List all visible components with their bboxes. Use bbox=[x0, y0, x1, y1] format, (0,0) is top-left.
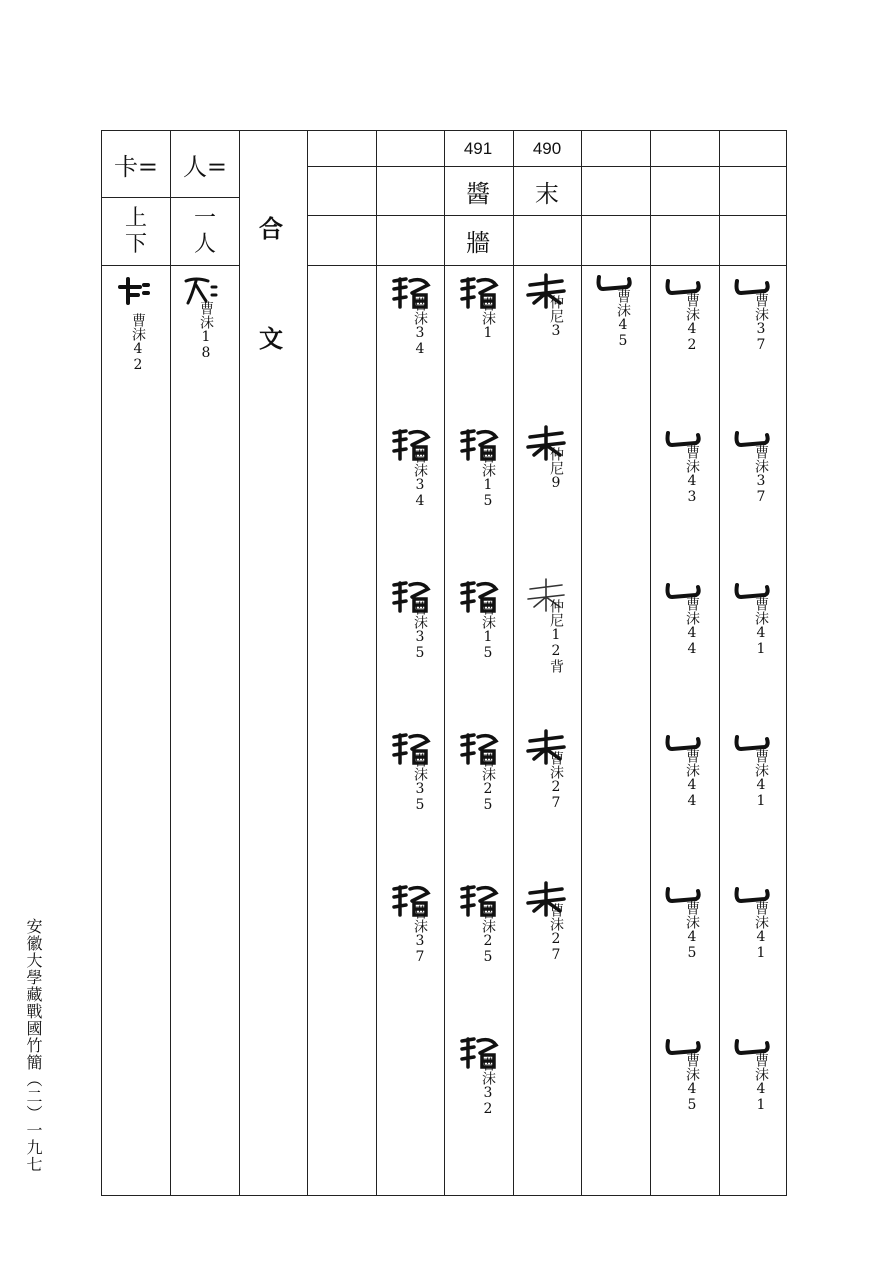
glyph-entry bbox=[731, 575, 799, 725]
source-label: 曹沫18 bbox=[198, 301, 214, 361]
source-label: 曹沫41 bbox=[753, 901, 769, 961]
hewen-entry-shangxia bbox=[114, 273, 182, 423]
source-label: 曹沫44 bbox=[684, 597, 700, 657]
glyph-entry bbox=[458, 883, 526, 1033]
glyph-entry bbox=[662, 575, 730, 725]
source-label: 曹沫44 bbox=[684, 749, 700, 809]
column-divider bbox=[307, 131, 308, 1195]
entry-reading-qiang: 牆 bbox=[466, 229, 490, 257]
source-label: 曹沫27 bbox=[548, 903, 564, 963]
source-label: 曹沫41 bbox=[753, 597, 769, 657]
source-label: 曹沫45 bbox=[615, 289, 631, 349]
glyph-entry bbox=[662, 727, 730, 877]
source-label: 仲尼12背 bbox=[548, 599, 564, 673]
glyph-entry bbox=[593, 267, 661, 417]
hewen-reading-yiren: 一人 bbox=[193, 205, 216, 257]
glyph-entry bbox=[662, 271, 730, 421]
glyph-entry bbox=[526, 577, 594, 727]
source-label: 曹沫25 bbox=[480, 905, 496, 965]
glyph-entry bbox=[526, 273, 594, 423]
source-label: 曹沫43 bbox=[684, 445, 700, 505]
source-label: 曹沫37 bbox=[412, 905, 428, 965]
source-label: 曹沫41 bbox=[753, 1053, 769, 1113]
hewen-combined-yiren: 人= bbox=[182, 152, 228, 181]
hewen-entry-yiren bbox=[182, 273, 250, 423]
glyph-entry bbox=[390, 731, 458, 881]
glyph-table bbox=[101, 130, 787, 1196]
source-label: 曹沫42 bbox=[684, 293, 700, 353]
glyph-entry bbox=[731, 727, 799, 877]
entry-number-491: 491 bbox=[463, 138, 493, 158]
source-label: 曹沫25 bbox=[480, 753, 496, 813]
source-label: 曹沫34 bbox=[412, 297, 428, 357]
page-footer: 安徽大學藏戰國竹簡（二）一九七 bbox=[24, 918, 43, 1173]
entry-form-jiang: 醬 bbox=[466, 179, 490, 208]
source-label: 曹沫32 bbox=[480, 1057, 496, 1117]
source-label: 曹沫35 bbox=[412, 753, 428, 813]
glyph-entry bbox=[390, 427, 458, 577]
source-label: 仲尼9 bbox=[548, 447, 564, 491]
glyph-entry bbox=[662, 879, 730, 1029]
row-divider bbox=[307, 265, 786, 266]
glyph-entry bbox=[526, 425, 594, 575]
source-label: 仲尼3 bbox=[548, 295, 564, 339]
glyph-entry bbox=[390, 883, 458, 1033]
source-label: 曹沫15 bbox=[480, 449, 496, 509]
glyph-entry bbox=[458, 731, 526, 881]
glyph-entry bbox=[526, 881, 594, 1031]
row-divider bbox=[102, 265, 239, 266]
source-label: 曹沫37 bbox=[753, 445, 769, 505]
glyph-entry bbox=[458, 579, 526, 729]
source-label: 曹沫41 bbox=[753, 749, 769, 809]
source-label: 曹沫42 bbox=[130, 313, 146, 373]
source-label: 曹沫45 bbox=[684, 901, 700, 961]
glyph-entry bbox=[390, 579, 458, 729]
source-label: 曹沫34 bbox=[412, 449, 428, 509]
row-divider bbox=[307, 215, 786, 216]
entry-form-mo: 末 bbox=[535, 179, 559, 208]
hewen-title-he: 合 bbox=[259, 215, 283, 243]
glyph-entry bbox=[731, 879, 799, 1029]
glyph-entry bbox=[390, 275, 458, 425]
glyph-entry bbox=[731, 423, 799, 573]
hewen-title-wen: 文 bbox=[259, 325, 283, 353]
glyph-entry bbox=[731, 271, 799, 421]
glyph-entry bbox=[458, 1035, 526, 1185]
glyph-entry bbox=[662, 1031, 730, 1181]
entry-number-490: 490 bbox=[532, 138, 562, 158]
glyph-entry bbox=[731, 1031, 799, 1181]
source-label: 曹沫37 bbox=[753, 293, 769, 353]
seal-script-shangxia-icon bbox=[114, 273, 158, 309]
glyph-entry bbox=[526, 729, 594, 879]
glyph-entry bbox=[458, 275, 526, 425]
hewen-combined-shangxia: 卡= bbox=[113, 152, 159, 181]
source-label: 曹沫15 bbox=[480, 601, 496, 661]
source-label: 曹沫35 bbox=[412, 601, 428, 661]
glyph-entry bbox=[458, 427, 526, 577]
source-label: 曹沫45 bbox=[684, 1053, 700, 1113]
glyph-entry bbox=[662, 423, 730, 573]
hewen-reading-shangxia: 上下 bbox=[124, 205, 147, 257]
source-label: 曹沫27 bbox=[548, 751, 564, 811]
column-divider bbox=[376, 131, 377, 1195]
source-label: 曹沫1 bbox=[480, 297, 496, 341]
